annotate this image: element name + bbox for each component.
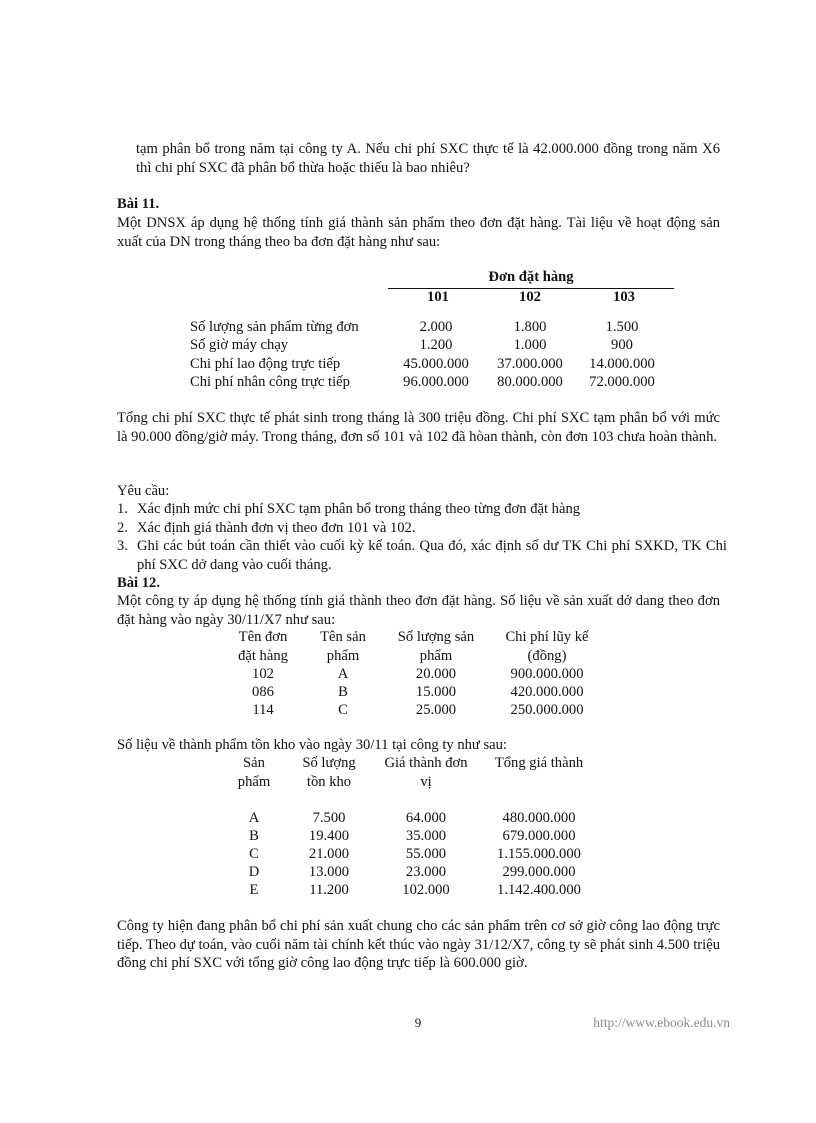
row-label: Chi phí nhân công trực tiếp	[190, 374, 350, 390]
bai11-intro-text: Một DNSX áp dụng hệ thống tính giá thành sản phẩm theo đơn đặt hàng. Tài liệu về hoạt động sản xuất của DN trong tháng theo ba đơn đặt hàng như sau:	[117, 215, 720, 250]
cell: 1.200	[419, 337, 453, 353]
order-group-header: Đơn đặt hàng	[388, 268, 674, 289]
header-line: phẩm	[326, 647, 360, 664]
order-col-102: 102	[519, 289, 541, 305]
cell: 55.000	[405, 846, 447, 862]
cell: 23.000	[405, 864, 447, 880]
header-line: đặt hàng	[238, 647, 288, 664]
bai12-closing-paragraph	[117, 917, 720, 973]
header-line: Tên đơn	[238, 629, 288, 645]
cell: 900	[611, 337, 633, 353]
cell: 1.500	[605, 319, 639, 335]
cell: A	[248, 810, 260, 826]
list-number: 2.	[117, 519, 128, 536]
cell: 7.500	[312, 810, 346, 826]
cell: 114	[252, 702, 274, 718]
header-line: Sản	[243, 755, 265, 771]
cell: 21.000	[308, 846, 350, 862]
header-line: Tên sản	[320, 629, 366, 645]
wip-table	[226, 628, 606, 720]
header-line: Số lượng sản	[397, 629, 475, 645]
cell: 72.000.000	[589, 374, 655, 390]
cell: E	[249, 882, 259, 898]
page-number: 9	[414, 1015, 422, 1030]
list-text: Xác định mức chi phí SXC tạm phân bổ trong tháng theo từng đơn đặt hàng	[137, 501, 581, 517]
order-table-row	[190, 336, 670, 355]
cell: 20.000	[415, 666, 457, 682]
cell: 1.155.000.000	[497, 846, 581, 862]
cell: 299.000.000	[502, 864, 576, 880]
list-item	[117, 519, 727, 538]
cell: 086	[252, 684, 274, 700]
footer-url: http://www.ebook.edu.vn	[593, 1015, 730, 1030]
cell: 45.000.000	[403, 356, 469, 372]
inv-header-unit-cost	[374, 754, 478, 791]
cell: 15.000	[415, 684, 457, 700]
intro-text: tạm phân bổ trong năm tại công ty A. Nếu chi phí SXC thực tế là 42.000.000 đồng trong năm X6 thì chi phí SXC đã phân bổ thừa hoặc thiếu là bao nhiêu?	[136, 141, 720, 176]
cell: 35.000	[405, 828, 447, 844]
bai12-intro	[117, 592, 720, 629]
requirements-list	[117, 500, 727, 574]
bai11-after-text: Tổng chi phí SXC thực tế phát sinh trong tháng là 300 triệu đồng. Chi phí SXC tạm phân bổ với mức là 90.000 đồng/giờ máy. Trong tháng, đơn số 101 và 102 đã hòan thành, còn đơn 103 chưa hoàn thành.	[117, 410, 720, 445]
cell: 96.000.000	[403, 374, 469, 390]
cell: 2.000	[419, 319, 453, 335]
bai12-title: Bài 12.	[117, 575, 160, 591]
cell: 900.000.000	[510, 666, 584, 682]
bai11-after-paragraph	[117, 409, 720, 446]
order-col-103: 103	[613, 289, 635, 305]
bai12-intro-text: Một công ty áp dụng hệ thống tính giá thành theo đơn đặt hàng. Số liệu về sản xuất dở dang theo đơn đặt hàng vào ngày 30/11/X7 như sau:	[117, 593, 720, 628]
cell: 102	[252, 666, 274, 682]
list-item	[117, 537, 727, 574]
row-label: Số giờ máy chạy	[190, 337, 289, 353]
inventory-table	[224, 754, 600, 900]
header-line: Chi phí lũy kế	[505, 629, 589, 645]
order-table-row	[190, 318, 670, 337]
cell: 102.000	[402, 882, 450, 898]
inv-header-total	[484, 754, 594, 773]
wip-header-cost	[492, 628, 602, 665]
cell: A	[337, 666, 349, 682]
list-text: Xác định giá thành đơn vị theo đơn 101 và 102.	[137, 519, 416, 536]
cell: 480.000.000	[502, 810, 576, 826]
bai11-intro	[117, 214, 720, 251]
header-line: Giá thành đơn	[384, 755, 468, 771]
cell: D	[248, 864, 260, 880]
bai11-title: Bài 11.	[117, 196, 160, 212]
bai12-closing-text: Công ty hiện đang phân bổ chi phí sản xuất chung cho các sản phẩm trên cơ sở giờ công lao động trực tiếp. Theo dự toán, vào cuối năm tài chính kết thúc vào ngày 31/12/X7, công ty sẽ phát sinh 4.500 triệu đồng chi phí SXC với tổng giờ công lao động trực tiếp là 600.000 giờ.	[117, 918, 720, 972]
cell: 1.142.400.000	[497, 882, 581, 898]
order-table-row	[190, 355, 670, 374]
cell: 14.000.000	[589, 356, 655, 372]
header-line: Số lượng	[302, 755, 356, 771]
row-label: Chi phí lao động trực tiếp	[190, 356, 341, 372]
cell: 420.000.000	[510, 684, 584, 700]
order-table-row	[190, 373, 670, 392]
cell: 80.000.000	[497, 374, 563, 390]
cell: 37.000.000	[497, 356, 563, 372]
order-col-101: 101	[427, 289, 449, 305]
list-item	[117, 500, 727, 519]
cell: 25.000	[415, 702, 457, 718]
cell: 64.000	[405, 810, 447, 826]
header-line: tồn kho	[306, 773, 352, 790]
cell: 13.000	[308, 864, 350, 880]
header-line: phẩm	[237, 773, 271, 790]
inventory-intro: Số liệu về thành phẩm tồn kho vào ngày 30/11 tại công ty như sau:	[117, 737, 507, 753]
cell: 679.000.000	[502, 828, 576, 844]
cell: 1.800	[513, 319, 547, 335]
cell: B	[249, 828, 259, 844]
wip-header-product	[306, 628, 380, 665]
cell: 19.400	[308, 828, 350, 844]
cell: B	[338, 684, 348, 700]
row-label: Số lượng sản phẩm từng đơn	[190, 319, 359, 335]
list-number: 3.	[117, 538, 128, 555]
cell: 11.200	[309, 882, 349, 898]
cell: C	[338, 702, 348, 718]
wip-header-qty	[386, 628, 486, 665]
cell: 1.000	[513, 337, 547, 353]
header-line: Tổng giá thành	[494, 755, 584, 771]
inv-header-product	[224, 754, 284, 791]
header-line: (đồng)	[527, 647, 567, 664]
cell: 250.000.000	[510, 702, 584, 718]
cell: C	[249, 846, 259, 862]
intro-paragraph	[136, 140, 720, 177]
requirements-title: Yêu cầu:	[117, 483, 170, 499]
inv-header-qty	[290, 754, 368, 791]
header-line: vị	[420, 773, 432, 790]
wip-header-order	[226, 628, 300, 665]
header-line: phẩm	[419, 647, 453, 664]
list-text: Ghi các bút toán cần thiết vào cuối kỳ kế toán. Qua đó, xác định số dư TK Chi phí SXKD, TK Chi phí SXC dở dang vào cuối tháng.	[137, 538, 727, 573]
list-number: 1.	[117, 501, 128, 517]
